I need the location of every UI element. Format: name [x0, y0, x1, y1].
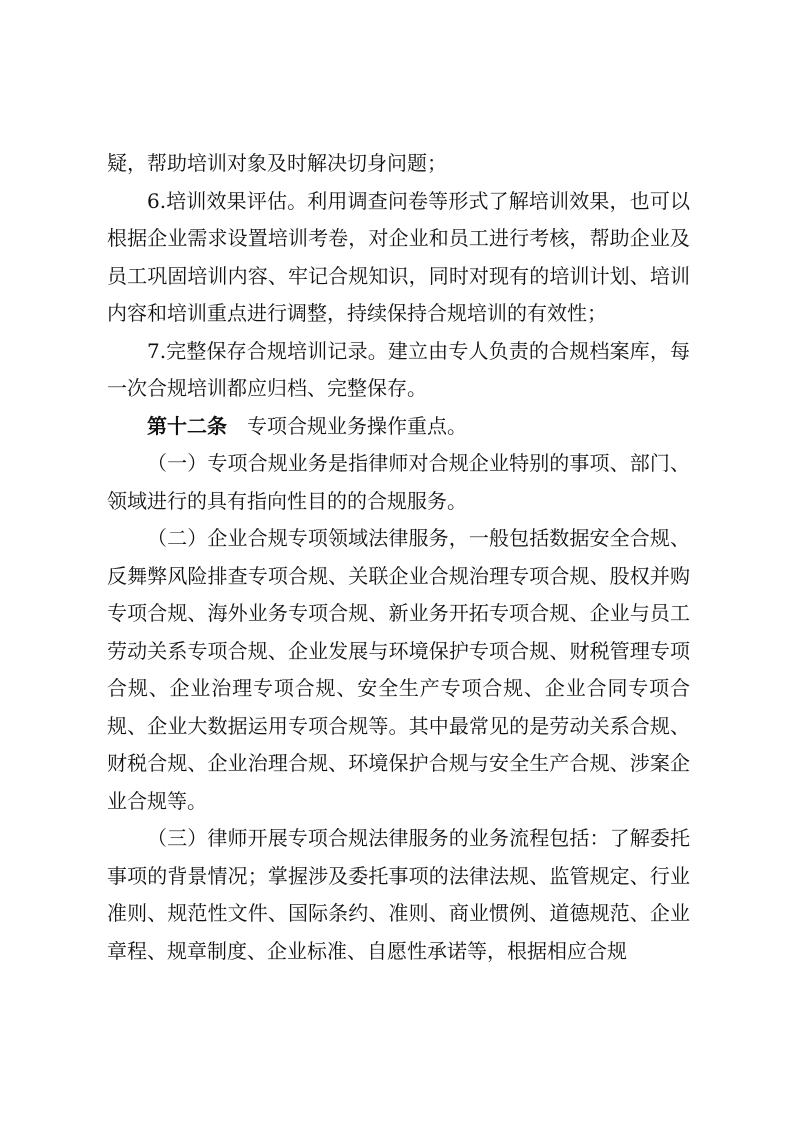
text-line: 疑，帮助培训对象及时解决切身问题； [107, 151, 447, 175]
text-line: 反舞弊风险排查专项合规、关联企业合规治理专项合规、股权并 [107, 563, 670, 588]
body-paragraph [107, 183, 690, 333]
text-line: 员工劳动关系专项合规、企业发展与环境保护专项合规、财税管 [107, 601, 691, 663]
text-line: 系合规、财税合规、企业治理合规、环境保护合规与安全生产合 [107, 713, 691, 775]
body-paragraph [107, 520, 690, 820]
text-line: 每一次合规培训都应归档、完整保存。 [107, 338, 690, 400]
body-paragraph [107, 333, 690, 408]
body-paragraph [107, 820, 690, 970]
text-line: 专项合规、企业大数据运用专项合规等。其中最常见的是劳动关 [107, 676, 691, 738]
text-line: 业及员工巩固培训内容、牢记合规知识，同时对现有的培训计划、 [107, 226, 691, 288]
text-line: 购专项合规、海外业务专项合规、新业务开拓专项合规、企业与 [107, 563, 690, 625]
text-line: 6.培训效果评估。利用调查问卷等形式了解培训效果，也可 [147, 188, 670, 213]
text-line: 理专项合规、企业治理专项合规、安全生产专项合规、企业合同 [107, 638, 691, 700]
article-heading-paragraph [107, 408, 690, 446]
text-line: 企业章程、规章制度、企业标准、自愿性承诺等，根据相应合规 [107, 901, 691, 963]
document-body [107, 145, 690, 970]
text-line: 7.完整保存合规培训记录。建立由专人负责的合规档案库， [147, 338, 670, 363]
text-line: 专项合规业务操作重点。 [247, 413, 467, 438]
body-paragraph [107, 145, 690, 183]
article-number: 第十二条 [147, 413, 227, 438]
text-line: 以根据企业需求设置培训考卷，对企业和员工进行考核，帮助企 [107, 188, 690, 250]
text-line: （一）专项合规业务是指律师对合规企业特别的事项、部门、 [147, 451, 690, 475]
text-line: （二）企业合规专项领域法律服务，一般包括数据安全合规、 [147, 526, 690, 550]
text-line: 行业准则、规范性文件、国际条约、准则、商业惯例、道德规范、 [107, 863, 691, 925]
text-line: 托事项的背景情况；掌握涉及委托事项的法律法规、监管规定、 [107, 826, 690, 888]
text-line: 领域进行的具有指向性目的的合规服务。 [107, 488, 467, 513]
text-line: 规、涉案企业合规等。 [107, 751, 691, 813]
text-line: 培训内容和培训重点进行调整，持续保持合规培训的有效性； [107, 263, 691, 325]
body-paragraph [107, 445, 690, 520]
text-line: （三）律师开展专项合规法律服务的业务流程包括：了解委 [147, 826, 670, 850]
